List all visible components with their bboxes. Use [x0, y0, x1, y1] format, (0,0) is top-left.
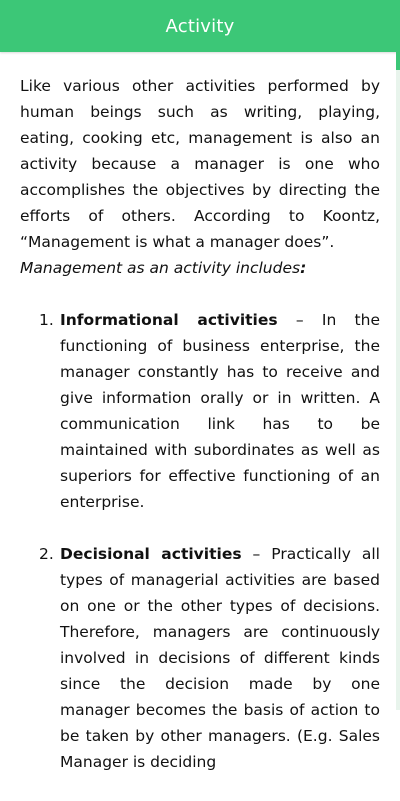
list-item-number: 2. [39, 545, 54, 563]
list-item-text: – In the functioning of business enterprise, the manager constantly has to receive and give information orally or in written. A communication link has to be maintained with subordinates as well as superiors for effective functioning of an enterprise. [60, 311, 380, 511]
list-item-title: Informational activities [60, 311, 278, 329]
list-item [39, 307, 380, 515]
includes-colon: : [300, 259, 307, 277]
intro-paragraph: Like various other activities performed by human beings such as writing, playing, eating, cooking etc, management is also an activity because a manager is one who accomplishes the objectives by directing the efforts of others. According to Koontz, “Management is what a manager does”. [20, 77, 380, 251]
scrollbar-thumb[interactable] [396, 0, 400, 70]
app-bar [0, 0, 400, 52]
list-item-text: – Practically all types of managerial activities are based on one or the other types of decisions. Therefore, managers are continuously involved in decisions of different kinds since the decision made by one manager becomes the basis of action to be taken by other managers. (E.g. Sales Manager is deciding [60, 545, 380, 771]
article-content[interactable] [20, 73, 380, 801]
page-title: Activity [165, 15, 235, 37]
activities-list [20, 307, 380, 775]
scrollbar-track[interactable] [396, 0, 400, 710]
list-item-title: Decisional activities [60, 545, 242, 563]
list-item-number: 1. [39, 311, 54, 329]
list-item [39, 541, 380, 775]
includes-label: Management as an activity includes [20, 259, 301, 277]
includes-heading [20, 255, 380, 281]
